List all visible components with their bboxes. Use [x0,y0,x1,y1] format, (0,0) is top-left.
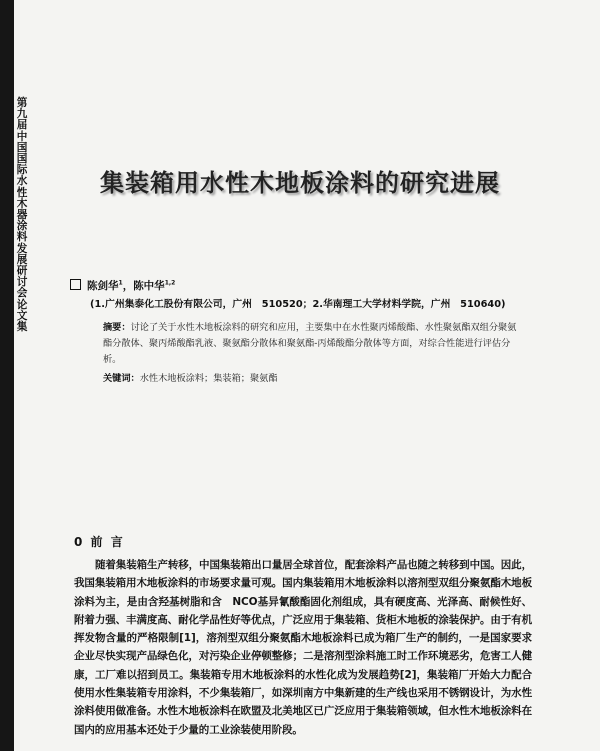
abstract [103,320,523,368]
section-heading: 0 前 言 [74,535,125,549]
keywords-text: 水性木地板涂料；集装箱；聚氨酯 [139,373,278,384]
abstract-text: 讨论了关于水性木地板涂料的研究和应用，主要集中在水性聚丙烯酸酯、水性聚氨酯双组分聚氨酯分散体、聚丙烯酸酯乳液、聚氨酯分散体和聚氨酯-丙烯酸酯分散体等方面，对综合性能进行评估分析。 [103,322,517,365]
checkbox-square-icon [70,279,81,290]
author-line: 陈剑华$^1$，陈中华$^{1,2}$ [70,278,175,293]
keywords [103,370,523,384]
author-1-sup: 1 [118,279,123,287]
body-paragraph: 随着集装箱生产转移，中国集装箱出口量居全球首位，配套涂料产品也随之转移到中国。因此，我国集装箱用木地板涂料的市场要求量可观。国内集装箱用木地板涂料以溶剂型双组分聚氨酯木地板涂料为主，是由含羟基树脂和含 NCO基异氰酸酯固化剂组成，具有硬度高、光泽高、耐候性好、附着力强、丰满度高、耐化学品性好等优点，广泛应用于集装箱、货柜木地板的涂装保护。由于有机挥发物含量的严格限制[1]，溶剂型双组分聚氨酯木地板涂料已成为箱厂生产的制约，一是国家要求企业尽快实现产品绿色化，对污染企业停顿整修；二是溶剂型涂料施工时工作环境恶劣，危害工人健康，工厂难以招到员工。集装箱专用木地板涂料的水性化成为发展趋势[2]，集装箱厂开始大力配合使用水性集装箱专用涂料，不少集装箱厂，如深圳南方中集新建的生产线也采用不锈钢设计，为水性涂料使用做准备。水性木地板涂料在欧盟及北美地区已广泛应用于集装箱领域，但水性木地板涂料在国内的应用基本还处于少量的工业涂装使用阶段。 [74,559,532,736]
affiliations: (1.广州集泰化工股份有限公司，广州 510520；2.华南理工大学材料学院，广州 510640) [90,299,506,310]
author-2: 陈中华 [133,280,165,292]
abstract-label: 摘要： [103,322,131,333]
paper-title: 集装箱用水性木地板涂料的研究进展 [100,168,500,197]
proceedings-vertical-title: 第九届中国国际水性木器涂料发展研讨会论文集 [16,97,28,334]
author-1: 陈剑华 [87,280,119,292]
keywords-label: 关键词： [103,373,140,384]
left-margin-bar [0,0,14,751]
author-2-sup: 1,2 [164,279,176,287]
